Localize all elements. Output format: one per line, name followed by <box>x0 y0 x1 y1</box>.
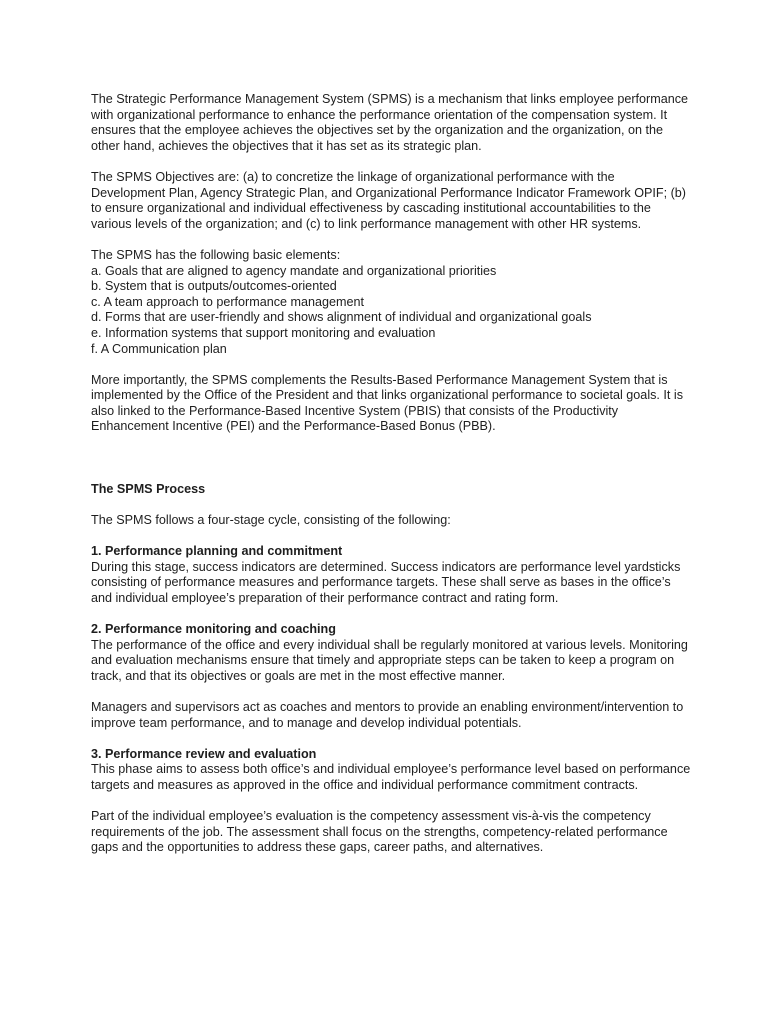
stage-3-paragraph-1: This phase aims to assess both office’s and individual employee’s performance level based on performance targets and measures as approved in the office and individual performance commitment contracts. <box>91 762 691 792</box>
elements-item-f: f. A Communication plan <box>91 341 227 356</box>
stage-1-heading: 1. Performance planning and commitment <box>91 544 343 559</box>
intro-paragraph-1: The Strategic Performance Management System (SPMS) is a mechanism that links employee performance with organizational performance to enhance the performance orientation of the compensation system. It ensures that the employee achieves the objectives set by the organization and the organization, on the other hand, achieves the objectives that it has set as its strategic plan. <box>91 92 689 153</box>
process-intro: The SPMS follows a four-stage cycle, consisting of the following: <box>91 512 451 527</box>
elements-block <box>91 248 691 357</box>
stage-1 <box>91 544 691 606</box>
stage-3-block <box>91 747 691 794</box>
elements-item-d: d. Forms that are user-friendly and shows alignment of individual and organizational goals <box>91 310 592 325</box>
elements-item-e: e. Information systems that support monitoring and evaluation <box>91 325 436 340</box>
stage-2 <box>91 622 691 731</box>
stage-1-block <box>91 544 691 606</box>
elements-item-b: b. System that is outputs/outcomes-oriented <box>91 279 337 294</box>
intro-paragraph-objectives: The SPMS Objectives are: (a) to concretize the linkage of organizational performance with the Development Plan, Agency Strategic Plan, and Organizational Performance Indicator Framework OPIF; (b) to ensure organizational and individual effectiveness by cascading institutional accountabilities to the various levels of the organization; and (c) to link performance management with other HR systems. <box>91 169 686 231</box>
document-body <box>91 92 691 872</box>
stage-2-block <box>91 622 691 684</box>
stage-2-paragraph-1: The performance of the office and every individual shall be regularly monitored at various levels. Monitoring and evaluation mechanisms ensure that timely and appropriate steps can be taken to keep a program on track, and that its objectives or goals are met in the most effective manner. <box>91 637 688 683</box>
stage-3-paragraph-2: Part of the individual employee’s evaluation is the competency assessment vis-à-vis the competency requirements of the job. The assessment shall focus on the strengths, competency-related performance gaps and the opportunities to address these gaps, career paths, and alternatives. <box>91 809 668 855</box>
stage-1-paragraph-1: During this stage, success indicators are determined. Success indicators are performance level yardsticks consisting of performance measures and performance targets. These shall serve as bases in the office’s and individual employee’s preparation of their performance contract and rating form. <box>91 559 681 605</box>
stage-2-paragraph-2: Managers and supervisors act as coaches and mentors to provide an enabling environment/intervention to improve team performance, and to manage and develop individual potentials. <box>91 699 684 730</box>
elements-item-c: c. A team approach to performance management <box>91 294 365 309</box>
stage-2-heading: 2. Performance monitoring and coaching <box>91 622 336 636</box>
stage-3-heading: 3. Performance review and evaluation <box>91 746 317 761</box>
elements-item-a: a. Goals that are aligned to agency mandate and organizational priorities <box>91 263 497 278</box>
results-based-paragraph: More importantly, the SPMS complements the Results-Based Performance Management System that is implemented by the Office of the President and that links organizational performance to societal goals. It is also linked to the Performance-Based Incentive System (PBIS) that consists of the Productivity Enhancement Incentive (PEI) and the Performance-Based Bonus (PBB). <box>91 372 683 434</box>
elements-lead: The SPMS has the following basic elements: <box>91 247 341 262</box>
process-title: The SPMS Process <box>91 481 206 496</box>
stage-3 <box>91 747 691 856</box>
section-spacer <box>91 451 691 482</box>
